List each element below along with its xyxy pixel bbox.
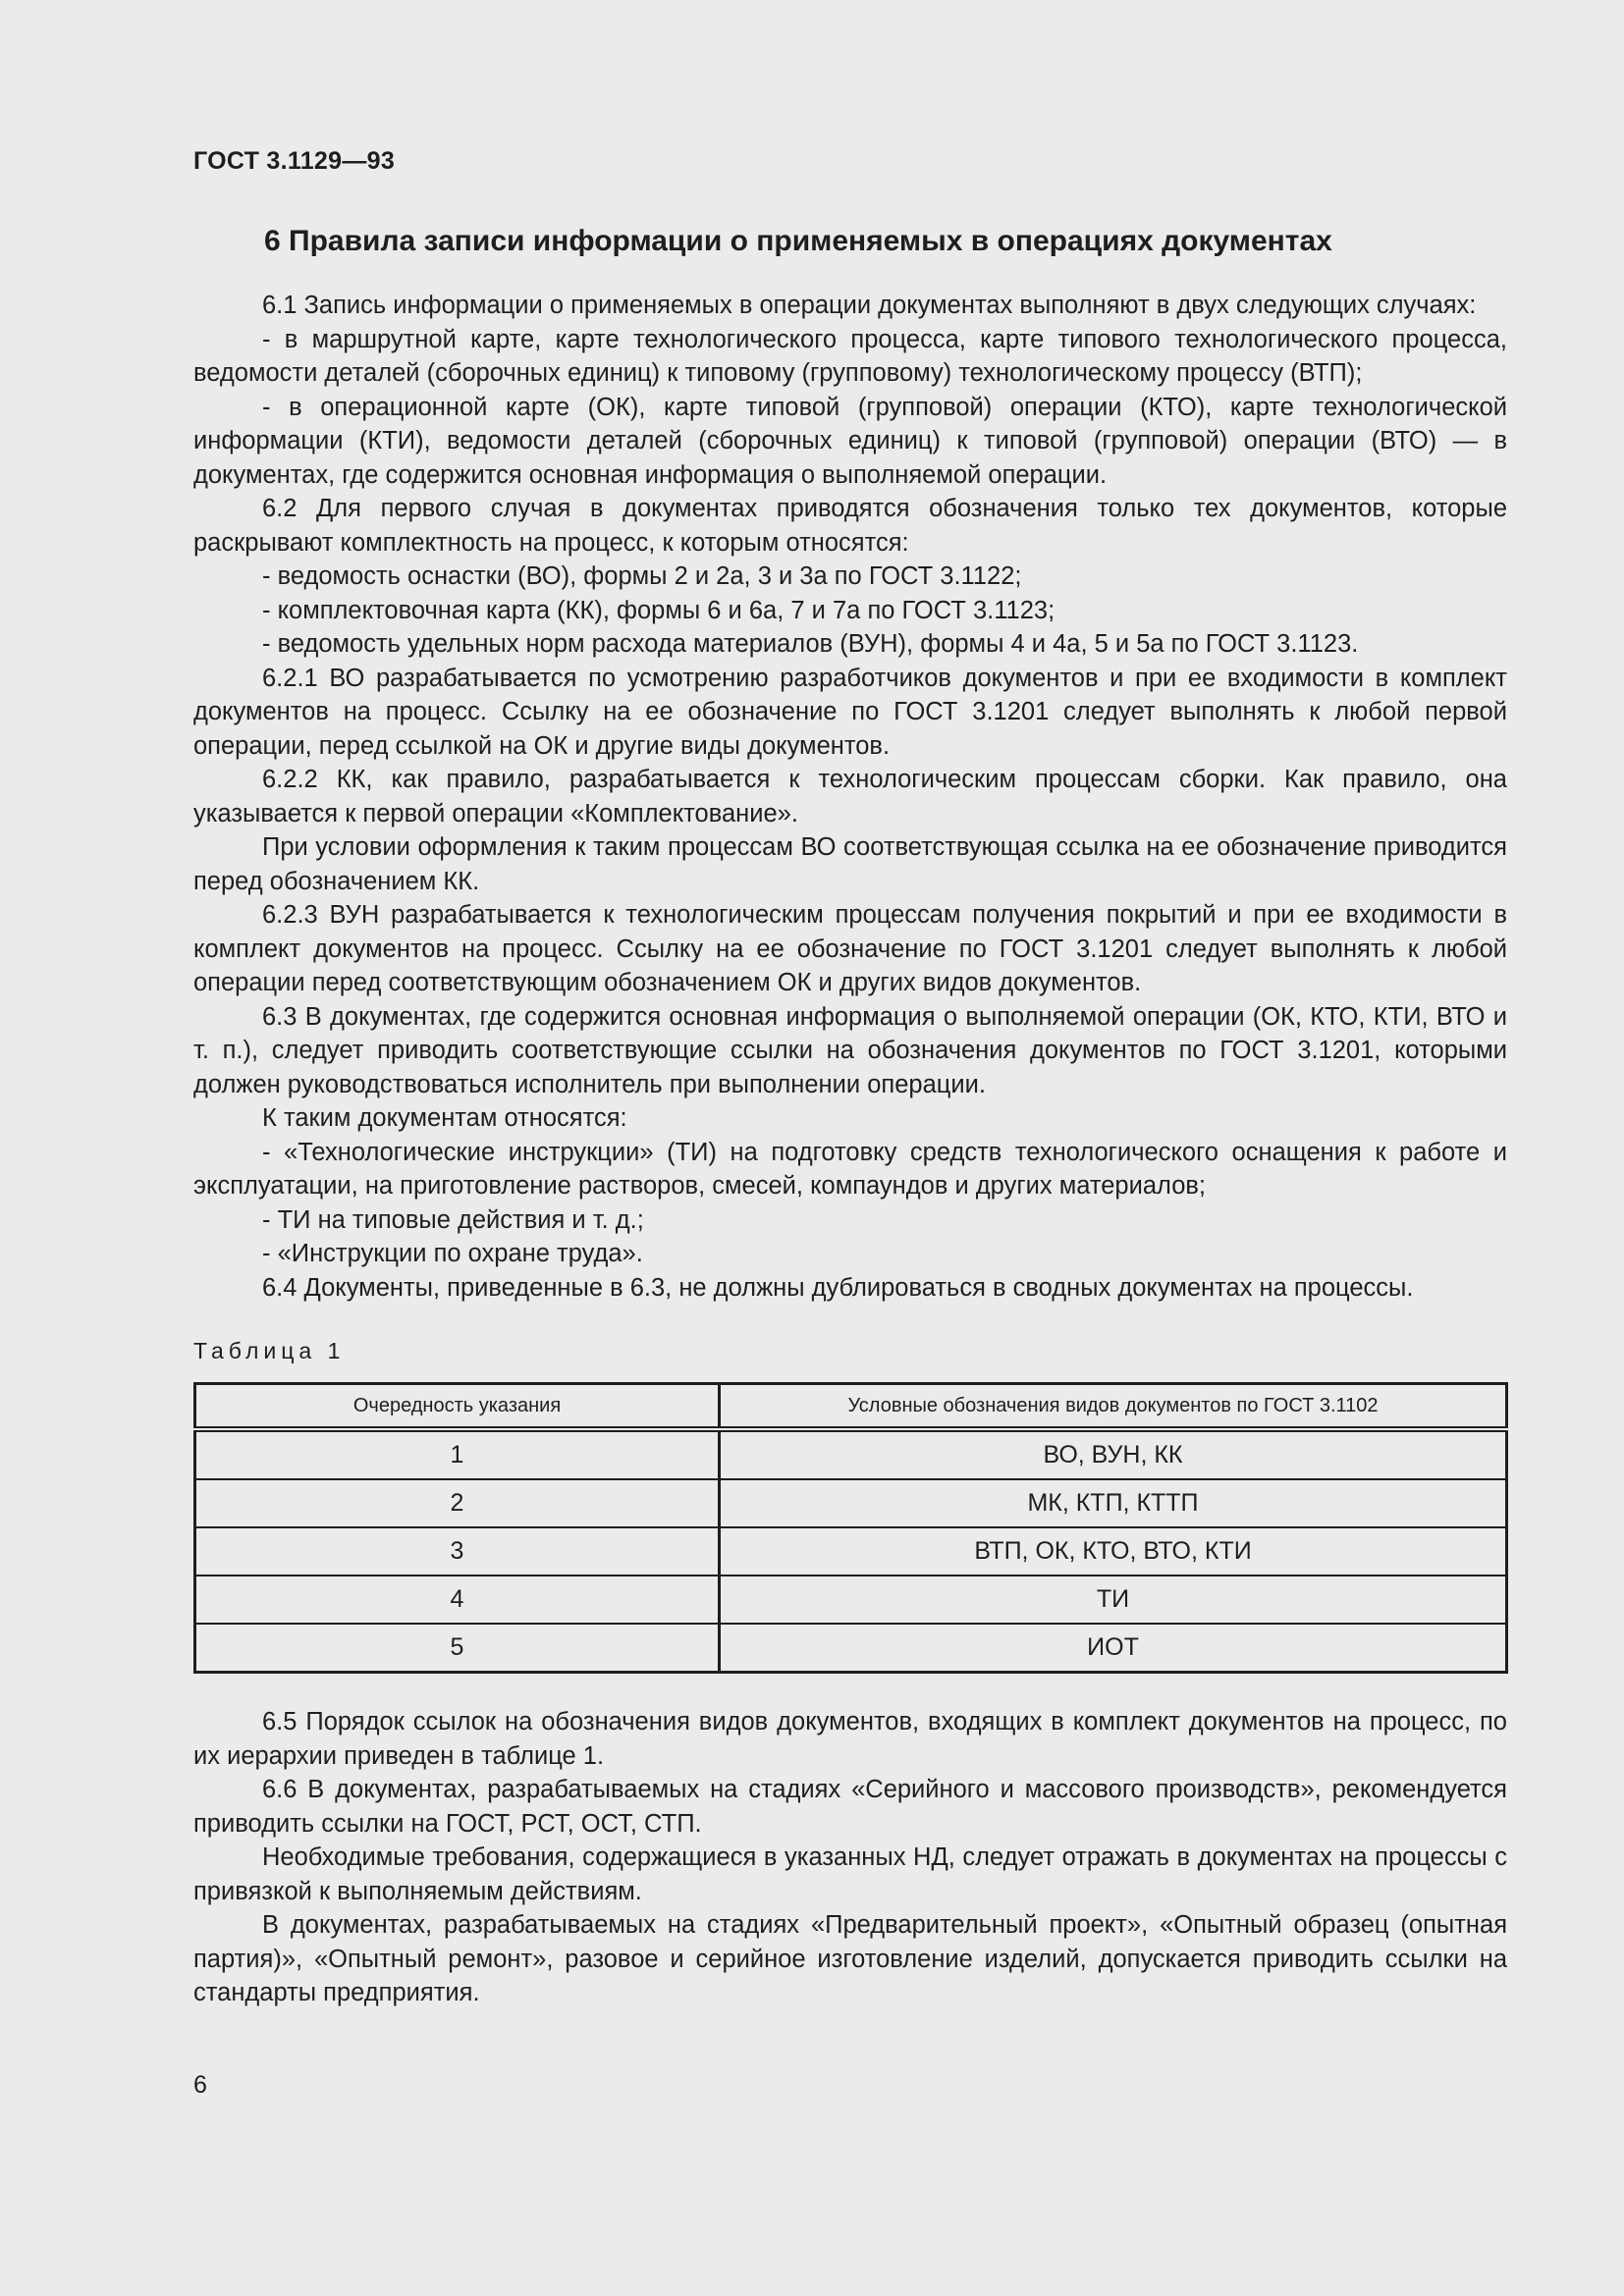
list-item: - комплектовочная карта (КК), формы 6 и 6а, 7 и 7а по ГОСТ 3.1123; bbox=[262, 596, 1056, 624]
page-number: 6 bbox=[193, 2071, 207, 2099]
section-title: 6 Правила записи информации о применяемых в операциях документах bbox=[264, 225, 1332, 257]
list-item: - «Инструкции по охране труда». bbox=[262, 1240, 643, 1267]
paragraph: 6.3 В документах, где содержится основная информация о выполняемой операции (ОК, КТО, КТИ, ВТО и т. п.), следует приводить соответствующие ссылки на обозначения документов по ГОСТ 3.1201, которыми должен руководствоваться исполнитель при выполнении операции. bbox=[193, 1002, 1507, 1098]
list-item: - в маршрутной карте, карте технологического процесса, карте типового технологического процесса, ведомости деталей (сборочных единиц) к типовому (групповому) технологическому процессу (ВТП); bbox=[193, 325, 1507, 387]
list-item: - ведомость оснастки (ВО), формы 2 и 2а, 3 и 3а по ГОСТ 3.1122; bbox=[262, 562, 1022, 590]
table-header-row bbox=[195, 1384, 1507, 1430]
paragraph: При условии оформления к таким процессам ВО соответствующая ссылка на ее обозначение приводится перед обозначением КК. bbox=[193, 833, 1507, 895]
table-row bbox=[195, 1527, 1507, 1575]
list-item: - «Технологические инструкции» (ТИ) на подготовку средств технологического оснащения к работе и эксплуатации, на приготовление растворов, смесей, компаундов и других материалов; bbox=[193, 1138, 1507, 1200]
table-row bbox=[195, 1575, 1507, 1624]
table-caption: Таблица 1 bbox=[193, 1338, 346, 1363]
post-table-text bbox=[193, 1705, 1507, 2010]
table-cell: МК, КТП, КТТП bbox=[720, 1479, 1507, 1527]
document-header: ГОСТ 3.1129—93 bbox=[193, 147, 396, 175]
paragraph: 6.2.1 ВО разрабатывается по усмотрению разработчиков документов и при ее входимости в комплект документов на процесс. Ссылку на ее обозначение по ГОСТ 3.1201 следует выполнять к любой первой операции, перед ссылкой на ОК и другие виды документов. bbox=[193, 664, 1507, 760]
table-cell: ТИ bbox=[720, 1575, 1507, 1624]
paragraph: К таким документам относятся: bbox=[262, 1104, 627, 1132]
paragraph: Необходимые требования, содержащиеся в указанных НД, следует отражать в документах на процессы с привязкой к выполняемым действиям. bbox=[193, 1843, 1507, 1905]
table-header-cell: Условные обозначения видов документов по ГОСТ 3.1102 bbox=[720, 1384, 1507, 1430]
paragraph: 6.2 Для первого случая в документах приводятся обозначения только тех документов, которые раскрывают комплектность на процесс, к которым относятся: bbox=[193, 495, 1507, 557]
list-item: - в операционной карте (ОК), карте типовой (групповой) операции (КТО), карте технологической информации (КТИ), ведомости деталей (сборочных единиц) к типовой (групповой) операции (ВТО) — в документах, где содержится основная информация о выполняемой операции. bbox=[193, 393, 1507, 489]
table-header-cell: Очередность указания bbox=[195, 1384, 720, 1430]
table-cell: 1 bbox=[195, 1429, 720, 1479]
paragraph: В документах, разрабатываемых на стадиях «Предварительный проект», «Опытный образец (опытная партия)», «Опытный ремонт», разовое и серийное изготовление изделий, допускается приводить ссылки на стандарты предприятия. bbox=[193, 1911, 1507, 2006]
documents-order-table bbox=[193, 1382, 1508, 1674]
table-cell: 4 bbox=[195, 1575, 720, 1624]
paragraph: 6.2.3 ВУН разрабатывается к технологическим процессам получения покрытий и при ее входимости в комплект документов на процесс. Ссылку на ее обозначение по ГОСТ 3.1201 следует выполнять к любой операции перед соответствующим обозначением ОК и других видов документов. bbox=[193, 901, 1507, 996]
table-cell: 3 bbox=[195, 1527, 720, 1575]
paragraph: 6.6 В документах, разрабатываемых на стадиях «Серийного и массового производств», рекомендуется приводить ссылки на ГОСТ, РСТ, ОСТ, СТП. bbox=[193, 1776, 1507, 1838]
table-row bbox=[195, 1624, 1507, 1673]
paragraph: 6.4 Документы, приведенные в 6.3, не должны дублироваться в сводных документах на процессы. bbox=[262, 1273, 1414, 1302]
paragraph: 6.2.2 КК, как правило, разрабатывается к технологическим процессам сборки. Как правило, она указывается к первой операции «Комплектование». bbox=[193, 766, 1507, 828]
list-item: - ведомость удельных норм расхода материалов (ВУН), формы 4 и 4а, 5 и 5а по ГОСТ 3.1123. bbox=[262, 630, 1359, 658]
table-cell: ВО, ВУН, КК bbox=[720, 1429, 1507, 1479]
paragraph: 6.5 Порядок ссылок на обозначения видов документов, входящих в комплект документов на процесс, по их иерархии приведен в таблице 1. bbox=[193, 1708, 1507, 1770]
paragraph: 6.1 Запись информации о применяемых в операции документах выполняют в двух следующих случаях: bbox=[262, 292, 1477, 319]
table-row bbox=[195, 1479, 1507, 1527]
document-body bbox=[193, 220, 1507, 2010]
table-cell: ВТП, ОК, КТО, ВТО, КТИ bbox=[720, 1527, 1507, 1575]
list-item: - ТИ на типовые действия и т. д.; bbox=[262, 1205, 644, 1234]
table-cell: 2 bbox=[195, 1479, 720, 1527]
table-cell: ИОТ bbox=[720, 1624, 1507, 1673]
table-row bbox=[195, 1429, 1507, 1479]
table-cell: 5 bbox=[195, 1624, 720, 1673]
